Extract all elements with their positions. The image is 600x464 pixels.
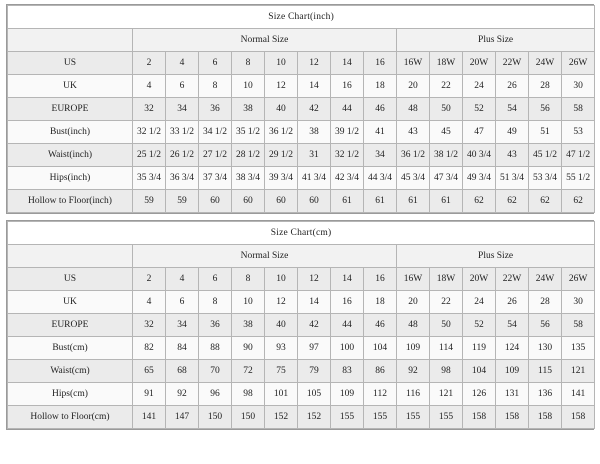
cell: 48 — [397, 98, 430, 121]
cell: 16 — [364, 52, 397, 75]
row-label-europe: EUROPE — [8, 314, 133, 337]
cell: 59 — [166, 190, 199, 213]
cell: 131 — [496, 383, 529, 406]
cell: 22 — [430, 75, 463, 98]
cell: 32 1/2 — [331, 144, 364, 167]
row-label-hips: Hips(inch) — [8, 167, 133, 190]
cell: 34 — [166, 98, 199, 121]
chart-title-row — [8, 222, 595, 245]
group-header-row — [8, 245, 595, 268]
cell: 48 — [397, 314, 430, 337]
cell: 20W — [463, 52, 496, 75]
row-label-waist: Waist(inch) — [8, 144, 133, 167]
cell: 40 — [265, 98, 298, 121]
cell: 6 — [166, 75, 199, 98]
cell: 2 — [133, 268, 166, 291]
cell: 30 — [562, 291, 595, 314]
cell: 14 — [331, 52, 364, 75]
cell: 75 — [265, 360, 298, 383]
cell: 62 — [463, 190, 496, 213]
cell: 136 — [529, 383, 562, 406]
table-row-us — [8, 52, 595, 75]
row-label-uk: UK — [8, 291, 133, 314]
cell: 105 — [298, 383, 331, 406]
table-row-uk — [8, 291, 595, 314]
cell: 109 — [496, 360, 529, 383]
cell: 33 1/2 — [166, 121, 199, 144]
cell: 22W — [496, 52, 529, 75]
cell: 12 — [298, 268, 331, 291]
table-row-bust — [8, 121, 595, 144]
cell: 152 — [265, 406, 298, 429]
group-header-normal: Normal Size — [133, 29, 397, 52]
cell: 70 — [199, 360, 232, 383]
cell: 119 — [463, 337, 496, 360]
cell: 44 3/4 — [364, 167, 397, 190]
table-row-hollow-to-floor — [8, 406, 595, 429]
cell: 55 1/2 — [562, 167, 595, 190]
cell: 51 3/4 — [496, 167, 529, 190]
cell: 86 — [364, 360, 397, 383]
cell: 25 1/2 — [133, 144, 166, 167]
cell: 62 — [562, 190, 595, 213]
cell: 62 — [496, 190, 529, 213]
cell: 12 — [265, 291, 298, 314]
cell: 96 — [199, 383, 232, 406]
table-row-us — [8, 268, 595, 291]
cell: 38 3/4 — [232, 167, 265, 190]
cell: 32 — [133, 98, 166, 121]
cell: 14 — [298, 291, 331, 314]
group-header-plus: Plus Size — [397, 245, 595, 268]
cell: 61 — [331, 190, 364, 213]
cell: 36 — [199, 314, 232, 337]
chart-title-cm: Size Chart(cm) — [8, 222, 595, 245]
cell: 34 — [166, 314, 199, 337]
table-row-uk — [8, 75, 595, 98]
cell: 24 — [463, 291, 496, 314]
cell: 155 — [397, 406, 430, 429]
size-chart-inch-table — [7, 5, 595, 213]
cell: 24 — [463, 75, 496, 98]
cell: 4 — [166, 52, 199, 75]
cell: 44 — [331, 98, 364, 121]
cell: 8 — [232, 268, 265, 291]
cell: 46 — [364, 314, 397, 337]
cell: 98 — [232, 383, 265, 406]
cell: 43 — [496, 144, 529, 167]
cell: 52 — [463, 98, 496, 121]
cell: 18 — [364, 75, 397, 98]
cell: 101 — [265, 383, 298, 406]
table-row-hips — [8, 383, 595, 406]
cell: 16W — [397, 268, 430, 291]
cell: 54 — [496, 98, 529, 121]
cell: 28 1/2 — [232, 144, 265, 167]
cell: 24W — [529, 52, 562, 75]
table-row-europe — [8, 314, 595, 337]
cell: 36 — [199, 98, 232, 121]
cell: 92 — [166, 383, 199, 406]
cell: 18W — [430, 268, 463, 291]
cell: 20 — [397, 291, 430, 314]
cell: 91 — [133, 383, 166, 406]
cell: 68 — [166, 360, 199, 383]
chart-title-row — [8, 6, 595, 29]
cell: 39 3/4 — [265, 167, 298, 190]
cell: 20 — [397, 75, 430, 98]
cell: 88 — [199, 337, 232, 360]
cell: 126 — [463, 383, 496, 406]
cell: 65 — [133, 360, 166, 383]
cell: 2 — [133, 52, 166, 75]
table-row-waist — [8, 360, 595, 383]
cell: 90 — [232, 337, 265, 360]
cell: 37 3/4 — [199, 167, 232, 190]
cell: 50 — [430, 314, 463, 337]
cell: 158 — [463, 406, 496, 429]
cell: 53 — [562, 121, 595, 144]
cell: 40 — [265, 314, 298, 337]
cell: 62 — [529, 190, 562, 213]
cell: 49 3/4 — [463, 167, 496, 190]
cell: 42 — [298, 314, 331, 337]
cell: 10 — [265, 268, 298, 291]
cell: 26 1/2 — [166, 144, 199, 167]
cell: 36 1/2 — [265, 121, 298, 144]
cell: 12 — [265, 75, 298, 98]
cell: 60 — [199, 190, 232, 213]
cell: 16 — [331, 291, 364, 314]
cell: 114 — [430, 337, 463, 360]
cell: 18 — [364, 291, 397, 314]
cell: 50 — [430, 98, 463, 121]
cell: 30 — [562, 75, 595, 98]
cell: 28 — [529, 75, 562, 98]
cell: 4 — [166, 268, 199, 291]
cell: 42 3/4 — [331, 167, 364, 190]
cell: 38 — [232, 314, 265, 337]
size-chart-cm-block — [6, 220, 594, 430]
cell: 155 — [430, 406, 463, 429]
cell: 84 — [166, 337, 199, 360]
cell: 109 — [331, 383, 364, 406]
cell: 34 — [364, 144, 397, 167]
chart-title-inch: Size Chart(inch) — [8, 6, 595, 29]
cell: 141 — [133, 406, 166, 429]
cell: 59 — [133, 190, 166, 213]
cell: 47 1/2 — [562, 144, 595, 167]
cell: 4 — [133, 75, 166, 98]
cell: 6 — [166, 291, 199, 314]
cell: 32 — [133, 314, 166, 337]
cell: 42 — [298, 98, 331, 121]
group-header-row — [8, 29, 595, 52]
cell: 38 1/2 — [430, 144, 463, 167]
cell: 4 — [133, 291, 166, 314]
cell: 44 — [331, 314, 364, 337]
cell: 41 — [364, 121, 397, 144]
cell: 47 — [463, 121, 496, 144]
cell: 28 — [529, 291, 562, 314]
cell: 135 — [562, 337, 595, 360]
cell: 58 — [562, 98, 595, 121]
cell: 26W — [562, 52, 595, 75]
cell: 56 — [529, 98, 562, 121]
cell: 12 — [298, 52, 331, 75]
size-chart-inch-block — [6, 4, 594, 214]
row-label-us: US — [8, 52, 133, 75]
row-label-hollow-to-floor: Hollow to Floor(inch) — [8, 190, 133, 213]
cell: 72 — [232, 360, 265, 383]
table-row-hollow-to-floor — [8, 190, 595, 213]
cell: 121 — [562, 360, 595, 383]
cell: 100 — [331, 337, 364, 360]
cell: 39 1/2 — [331, 121, 364, 144]
cell: 18W — [430, 52, 463, 75]
cell: 52 — [463, 314, 496, 337]
cell: 32 1/2 — [133, 121, 166, 144]
cell: 24W — [529, 268, 562, 291]
cell: 109 — [397, 337, 430, 360]
cell: 35 1/2 — [232, 121, 265, 144]
cell: 155 — [331, 406, 364, 429]
cell: 51 — [529, 121, 562, 144]
cell: 130 — [529, 337, 562, 360]
cell: 35 3/4 — [133, 167, 166, 190]
group-header-blank — [8, 29, 133, 52]
cell: 53 3/4 — [529, 167, 562, 190]
cell: 20W — [463, 268, 496, 291]
cell: 8 — [199, 291, 232, 314]
cell: 16 — [364, 268, 397, 291]
cell: 112 — [364, 383, 397, 406]
cell: 41 3/4 — [298, 167, 331, 190]
cell: 10 — [232, 75, 265, 98]
cell: 14 — [331, 268, 364, 291]
row-label-bust: Bust(inch) — [8, 121, 133, 144]
cell: 124 — [496, 337, 529, 360]
cell: 49 — [496, 121, 529, 144]
row-label-uk: UK — [8, 75, 133, 98]
cell: 10 — [232, 291, 265, 314]
cell: 45 — [430, 121, 463, 144]
cell: 47 3/4 — [430, 167, 463, 190]
cell: 98 — [430, 360, 463, 383]
group-header-plus: Plus Size — [397, 29, 595, 52]
cell: 56 — [529, 314, 562, 337]
cell: 115 — [529, 360, 562, 383]
cell: 82 — [133, 337, 166, 360]
cell: 16 — [331, 75, 364, 98]
cell: 60 — [265, 190, 298, 213]
cell: 150 — [232, 406, 265, 429]
cell: 29 1/2 — [265, 144, 298, 167]
cell: 61 — [364, 190, 397, 213]
cell: 79 — [298, 360, 331, 383]
cell: 104 — [364, 337, 397, 360]
cell: 61 — [430, 190, 463, 213]
row-label-us: US — [8, 268, 133, 291]
cell: 40 3/4 — [463, 144, 496, 167]
row-label-hips: Hips(cm) — [8, 383, 133, 406]
cell: 38 — [298, 121, 331, 144]
group-header-blank — [8, 245, 133, 268]
cell: 38 — [232, 98, 265, 121]
table-row-europe — [8, 98, 595, 121]
cell: 93 — [265, 337, 298, 360]
cell: 61 — [397, 190, 430, 213]
cell: 83 — [331, 360, 364, 383]
row-label-bust: Bust(cm) — [8, 337, 133, 360]
cell: 8 — [232, 52, 265, 75]
cell: 104 — [463, 360, 496, 383]
cell: 141 — [562, 383, 595, 406]
cell: 36 1/2 — [397, 144, 430, 167]
cell: 46 — [364, 98, 397, 121]
cell: 150 — [199, 406, 232, 429]
cell: 31 — [298, 144, 331, 167]
cell: 16W — [397, 52, 430, 75]
cell: 14 — [298, 75, 331, 98]
cell: 158 — [529, 406, 562, 429]
cell: 26 — [496, 291, 529, 314]
cell: 26W — [562, 268, 595, 291]
cell: 6 — [199, 52, 232, 75]
cell: 34 1/2 — [199, 121, 232, 144]
cell: 60 — [232, 190, 265, 213]
cell: 22W — [496, 268, 529, 291]
cell: 152 — [298, 406, 331, 429]
size-chart-cm-table — [7, 221, 595, 429]
cell: 147 — [166, 406, 199, 429]
cell: 97 — [298, 337, 331, 360]
cell: 60 — [298, 190, 331, 213]
table-row-waist — [8, 144, 595, 167]
cell: 36 3/4 — [166, 167, 199, 190]
row-label-europe: EUROPE — [8, 98, 133, 121]
cell: 58 — [562, 314, 595, 337]
cell: 43 — [397, 121, 430, 144]
cell: 45 1/2 — [529, 144, 562, 167]
cell: 26 — [496, 75, 529, 98]
table-row-bust — [8, 337, 595, 360]
cell: 54 — [496, 314, 529, 337]
cell: 121 — [430, 383, 463, 406]
cell: 8 — [199, 75, 232, 98]
group-header-normal: Normal Size — [133, 245, 397, 268]
row-label-waist: Waist(cm) — [8, 360, 133, 383]
cell: 158 — [562, 406, 595, 429]
cell: 6 — [199, 268, 232, 291]
cell: 45 3/4 — [397, 167, 430, 190]
cell: 116 — [397, 383, 430, 406]
cell: 92 — [397, 360, 430, 383]
cell: 10 — [265, 52, 298, 75]
cell: 22 — [430, 291, 463, 314]
cell: 27 1/2 — [199, 144, 232, 167]
row-label-hollow-to-floor: Hollow to Floor(cm) — [8, 406, 133, 429]
table-row-hips — [8, 167, 595, 190]
cell: 158 — [496, 406, 529, 429]
cell: 155 — [364, 406, 397, 429]
